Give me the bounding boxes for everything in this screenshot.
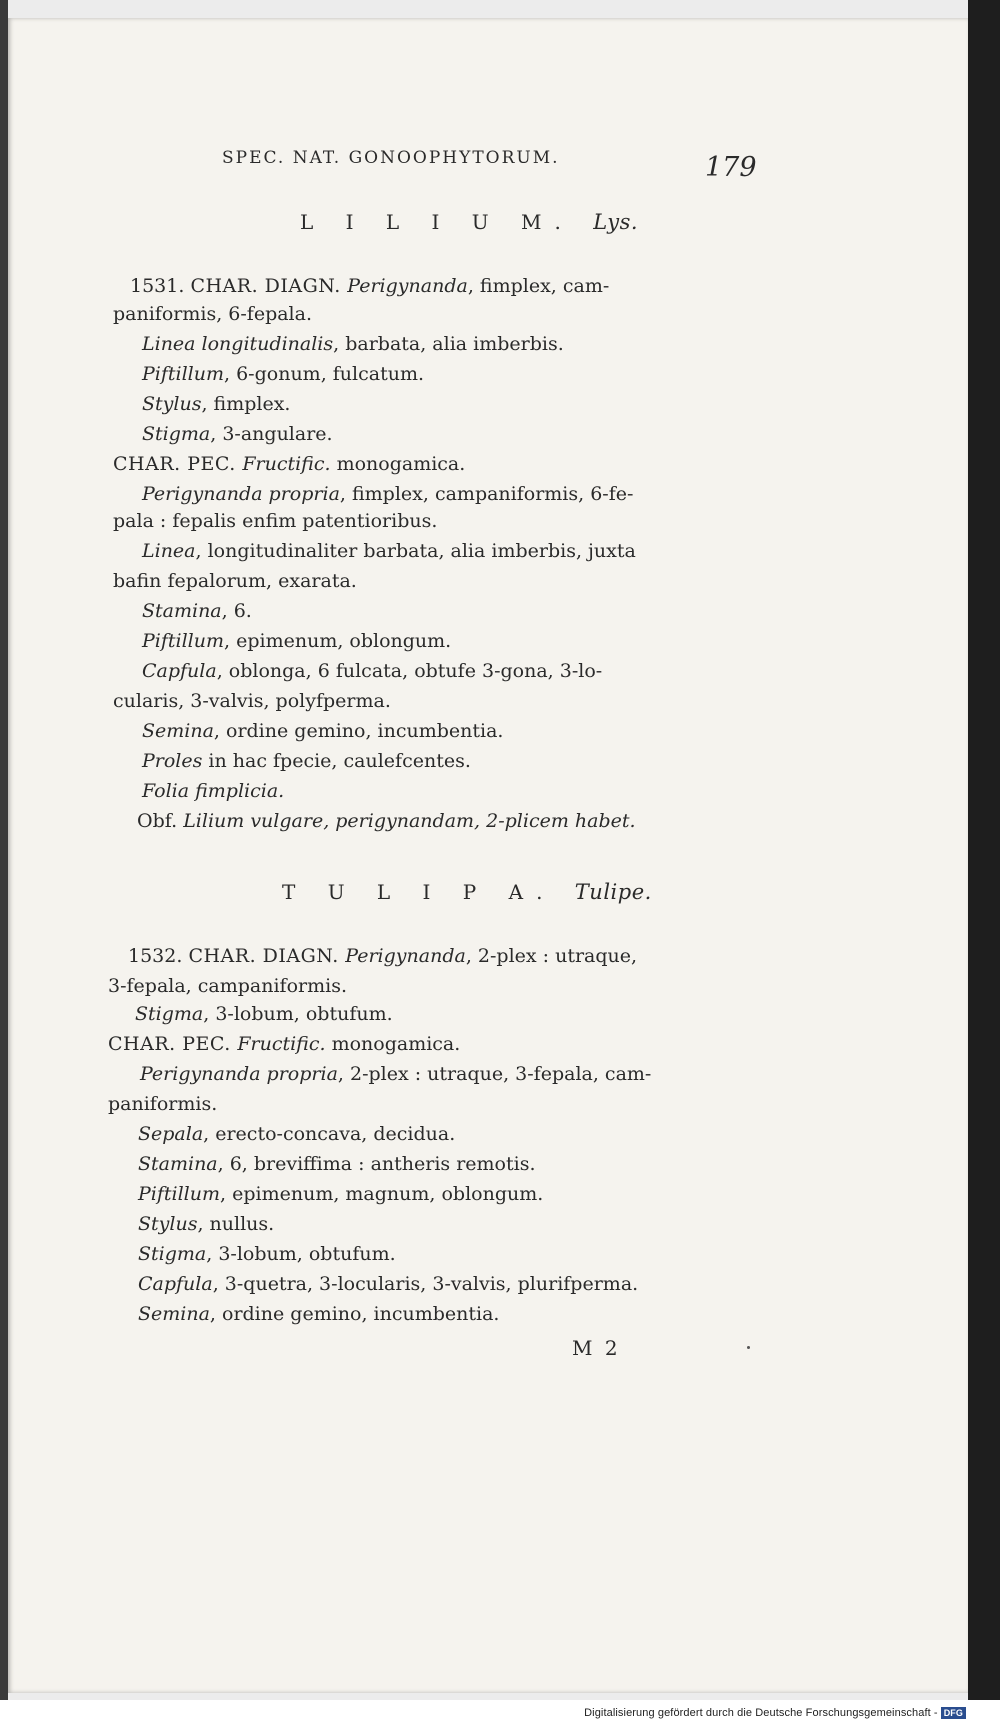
text-line: [142, 720, 503, 742]
plain-text: , ordine gemino, incumbentia.: [213, 720, 504, 742]
text-line: [142, 630, 451, 652]
text-line: [142, 600, 252, 622]
genus-name: T U L I P A.: [282, 880, 556, 904]
text-line: [108, 1033, 460, 1055]
text-line: [137, 810, 636, 832]
text-line: [140, 1063, 651, 1085]
plain-text: paniformis, 6-fepala.: [113, 303, 312, 325]
plain-text: , oblonga, 6 fulcata, obtufe 3-gona, 3-lo-: [216, 660, 603, 682]
plain-text: bafin fepalorum, exarata.: [113, 570, 357, 592]
credit-text: Digitalisierung gefördert durch die Deutsche Forschungsgemeinschaft -: [584, 1707, 938, 1719]
italic-term: Fructific.: [237, 1033, 326, 1055]
plain-text: , 3-lobum, obtufum.: [206, 1243, 396, 1265]
italic-term: Perigynanda: [347, 275, 468, 297]
text-line: [142, 750, 471, 772]
italic-term: Perigynanda propria: [140, 1063, 338, 1085]
entry-number: 1531.: [130, 275, 191, 297]
plain-text: , ordine gemino, incumbentia.: [209, 1303, 500, 1325]
plain-text: pala : fepalis enfim patentioribus.: [113, 510, 438, 532]
italic-term: Perigynanda propria: [142, 483, 340, 505]
italic-term: Sepala: [138, 1123, 204, 1145]
text-line: [138, 1273, 638, 1295]
italic-term: Stamina: [138, 1153, 218, 1175]
text-line: [142, 333, 564, 355]
text-line: [135, 1003, 393, 1025]
text-line: [142, 780, 284, 802]
italic-term: Stylus: [142, 393, 202, 415]
text-line: [138, 1243, 396, 1265]
dfg-logo: DFG: [941, 1707, 966, 1719]
plain-text: , longitudinaliter barbata, alia imberbis, juxta: [195, 540, 636, 562]
text-line: [108, 1093, 217, 1115]
plain-text: cularis, 3-valvis, polyfperma.: [113, 690, 391, 712]
text-line: [113, 690, 391, 712]
plain-text: in hac fpecie, caulefcentes.: [202, 750, 471, 772]
plain-text: , 6, breviffima : antheris remotis.: [217, 1153, 536, 1175]
genus-heading-lilium: [300, 210, 638, 234]
plain-text: 3-fepala, campaniformis.: [108, 975, 347, 997]
italic-term: Piftillum: [142, 363, 225, 385]
plain-text: , 6.: [221, 600, 252, 622]
text-line: [113, 570, 357, 592]
text-line: [142, 483, 633, 505]
plain-text: , erecto-concava, decidua.: [203, 1123, 456, 1145]
italic-term: Fructific.: [242, 453, 331, 475]
digitization-credit: [584, 1707, 966, 1719]
character-label: CHAR. DIAGN.: [188, 945, 346, 967]
plain-text: , epimenum, magnum, oblongum.: [220, 1183, 544, 1205]
text-line: [138, 1213, 274, 1235]
text-line: [108, 975, 347, 997]
plain-text: , fimplex, cam-: [467, 275, 610, 297]
running-head: SPEC. NAT. GONOOPHYTORUM.: [222, 148, 560, 168]
genus-name: L I L I U M.: [300, 210, 574, 234]
plain-text: , fimplex, campaniformis, 6-fe-: [339, 483, 634, 505]
plain-text: , 3-quetra, 3-locularis, 3-valvis, plurifperma.: [212, 1273, 639, 1295]
plain-text: , 2-plex : utraque,: [465, 945, 638, 967]
italic-term: Stigma: [142, 423, 211, 445]
italic-term: Proles: [142, 750, 203, 772]
plain-text: , epimenum, oblongum.: [224, 630, 452, 652]
plain-text: monogamica.: [325, 1033, 461, 1055]
text-line: [113, 303, 312, 325]
italic-term: Capfula: [138, 1273, 213, 1295]
character-label: CHAR. DIAGN.: [190, 275, 348, 297]
text-line: [128, 945, 637, 967]
character-label: CHAR. PEC.: [113, 453, 243, 475]
italic-term: Perigynanda: [345, 945, 466, 967]
italic-term: Piftillum: [138, 1183, 221, 1205]
text-line: [138, 1303, 499, 1325]
plain-text: paniformis.: [108, 1093, 218, 1115]
italic-term: Piftillum: [142, 630, 225, 652]
text-line: [142, 363, 424, 385]
italic-term: Semina: [138, 1303, 210, 1325]
italic-term: Stigma: [135, 1003, 204, 1025]
plain-text: , nullus.: [197, 1213, 275, 1235]
plain-text: Obf.: [137, 810, 184, 832]
page-number: 179: [705, 152, 757, 183]
plain-text: , 3-angulare.: [210, 423, 333, 445]
text-line: [138, 1123, 455, 1145]
genus-vernacular: Lys.: [593, 210, 639, 234]
genus-heading-tulipa: [282, 880, 652, 904]
text-line: [113, 510, 437, 532]
text-line: [142, 393, 290, 415]
italic-term: Lilium vulgare, perigynandam, 2-plicem habet.: [183, 810, 636, 832]
signature-mark: M 2: [572, 1336, 621, 1360]
italic-term: Stigma: [138, 1243, 207, 1265]
italic-term: Stamina: [142, 600, 222, 622]
ink-speck: [747, 1346, 750, 1349]
italic-term: Semina: [142, 720, 214, 742]
plain-text: , 2-plex : utraque, 3-fepala, cam-: [337, 1063, 652, 1085]
italic-term: Linea longitudinalis: [142, 333, 334, 355]
entry-number: 1532.: [128, 945, 189, 967]
text-line: [142, 540, 636, 562]
plain-text: monogamica.: [330, 453, 466, 475]
text-line: [142, 423, 333, 445]
plain-text: , barbata, alia imberbis.: [333, 333, 564, 355]
italic-term: Linea: [142, 540, 196, 562]
text-line: [138, 1153, 536, 1175]
genus-vernacular: Tulipe.: [574, 880, 652, 904]
text-line: [113, 453, 465, 475]
character-label: CHAR. PEC.: [108, 1033, 238, 1055]
text-line: [130, 275, 609, 297]
italic-term: Folia fimplicia.: [142, 780, 285, 802]
plain-text: , 6-gonum, fulcatum.: [224, 363, 425, 385]
plain-text: , fimplex.: [201, 393, 291, 415]
plain-text: , 3-lobum, obtufum.: [203, 1003, 393, 1025]
text-line: [138, 1183, 543, 1205]
text-line: [142, 660, 602, 682]
italic-term: Capfula: [142, 660, 217, 682]
italic-term: Stylus: [138, 1213, 198, 1235]
